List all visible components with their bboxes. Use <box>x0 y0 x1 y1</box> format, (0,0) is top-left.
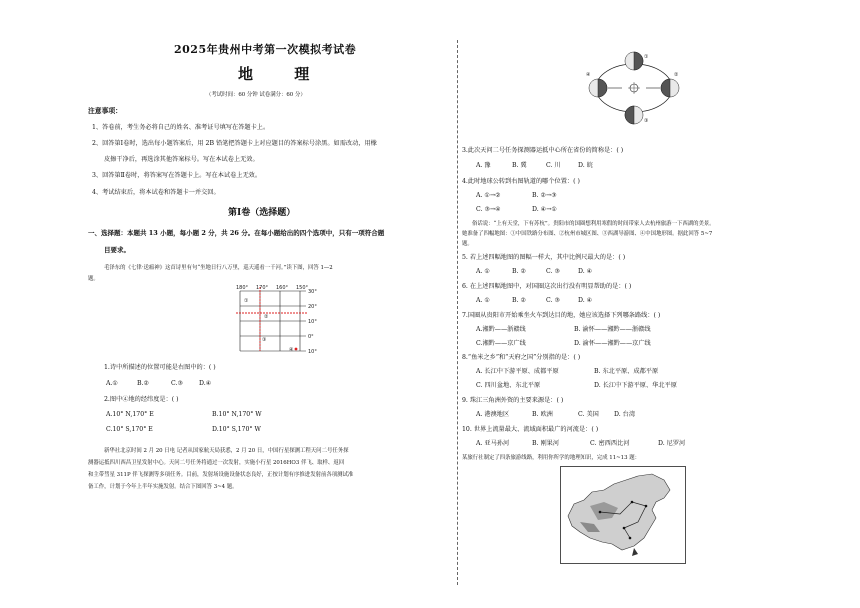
option: D. 渝怀——湘黔——京广线 <box>574 340 651 347</box>
option: A. 豫 <box>476 162 491 169</box>
option: C. ③ <box>546 268 560 275</box>
marker-label: ① <box>244 298 249 304</box>
option: B. ② <box>512 297 527 304</box>
passage-intro: 题。 <box>88 276 99 282</box>
option: C. 川 <box>546 162 561 169</box>
option: A.① <box>106 380 118 387</box>
option: D. 台湾 <box>614 411 636 418</box>
orbit-label: ④ <box>586 72 591 78</box>
notes-heading: 注意事项： <box>88 107 122 115</box>
question-stem: 7.国圈从贵阳市开始乘坐火车到达目的地，她应该选择下列哪条路线：( ) <box>462 312 661 319</box>
option: B. ②→③ <box>532 192 557 199</box>
note-item: 皮擦干净后，再选涂其他答案标号。写在本试卷上无效。 <box>104 156 259 163</box>
question-stem: 2.图中④地的经纬度是：( ) <box>104 396 179 403</box>
lat-label: 20° <box>308 304 317 310</box>
option: A. ①→② <box>476 192 501 199</box>
passage-line: 她准备了四幅地图：①中国铁路分布图、②杭州市城区图、③西湖导游图、④中国地形图。据此回答 5~7 <box>462 231 713 237</box>
option: B. 欧洲 <box>532 411 553 418</box>
option: B. 东北平原、成都平原 <box>594 368 659 375</box>
option: C.10° S,170° E <box>106 426 153 433</box>
option: D. ④ <box>578 297 593 304</box>
question-stem: 4.此时地球公转到右图轨道的哪个位置：( ) <box>462 178 580 185</box>
option: B.② <box>137 380 150 387</box>
passage-line: 和主带彗星 311P 伴飞探测等多项任务。目前，发射场设施设备状态良好，正按计划有序推进发射前各项测试准 <box>88 472 354 478</box>
column-divider <box>457 40 458 585</box>
option: A. ① <box>476 297 490 304</box>
lat-lon-grid-figure <box>234 285 324 355</box>
section-title: 第Ⅰ卷（选择题） <box>228 208 296 218</box>
option: B.10° N,170° W <box>212 411 262 418</box>
option: D.10° S,170° W <box>212 426 261 433</box>
option: A.10° N,170° E <box>106 411 154 418</box>
passage-line: 新华社北京时间 2 月 20 日电 记者从国家航天局获悉，2 月 20 日，中国行星探测工程天问二号任务探 <box>104 448 349 454</box>
lat-label: 30° <box>308 289 317 295</box>
option: B. 刚果河 <box>532 440 560 447</box>
marker-label: ③ <box>262 337 267 343</box>
lat-label: 10° <box>308 349 317 355</box>
option: D. 尼罗河 <box>658 440 686 447</box>
question-stem: 10. 世界上流量最大、流域面积最广的河流是：( ) <box>462 426 599 433</box>
passage-line: 俗话说：“上有天堂，下有苏杭”。贵阳市的国圈想利用寒假的时间带家人去杭州旅游一下西湖的美景。 <box>472 221 715 227</box>
passage-line: 备工作，计划于今年上半年实施发射。结合下图回答 3~4 题。 <box>88 484 238 490</box>
option: A. 港澳地区 <box>476 411 510 418</box>
earth-orbit-figure <box>584 48 684 128</box>
orbit-label: ③ <box>644 118 649 124</box>
option: C.③ <box>171 380 184 387</box>
marker-label: ④ <box>289 347 294 353</box>
note-item: 1、答卷前，考生务必将自己的姓名、准考证号填写在答题卡上。 <box>92 124 270 131</box>
exam-title: 2025年贵州中考第一次模拟考试卷 <box>174 43 357 56</box>
marker-dot <box>295 348 298 351</box>
option: B. ② <box>512 268 527 275</box>
lon-label: 170° <box>256 285 269 291</box>
orbit-label: ② <box>674 72 679 78</box>
option: B. 渝怀——湘黔——浙赣线 <box>574 326 651 333</box>
lon-label: 160° <box>276 285 289 291</box>
option: D. ④→① <box>532 206 557 213</box>
passage-intro: 毛泽东的《七律·送瘟神》这首诗里有句“坐地日行八万里，巡天遥看一千河。”读下图，回答 1—2 <box>104 265 333 271</box>
passage-line: 某旅行社制定了四条旅游线路，利用你所学的地理知识，完成 11~13 题： <box>462 455 640 461</box>
option: D. ④ <box>578 268 593 275</box>
section-instruction: 目要求。 <box>104 246 130 254</box>
note-item: 3、回答第Ⅱ卷时，将答案写在答题卡上。写在本试卷上无效。 <box>92 172 262 179</box>
exam-info: （考试时间：60 分钟 试卷满分：60 分） <box>206 92 306 98</box>
option: B. 冀 <box>512 162 527 169</box>
section-instruction: 一、选择题：本题共 13 小题，每小题 2 分，共 26 分。在每小题给出的四个选项中，只有一项符合题 <box>88 229 385 237</box>
option: A. ① <box>476 268 490 275</box>
marker-label: ② <box>264 314 269 320</box>
china-route-map <box>560 466 686 564</box>
option: C. 美国 <box>578 411 599 418</box>
question-stem: 1.诗中所描述的位置可能是右图中的：( ) <box>104 364 216 371</box>
option: D. 长江中下游平原、华北平原 <box>594 382 677 389</box>
option: C. 密西西比河 <box>590 440 630 447</box>
lat-label: 0° <box>308 334 314 340</box>
question-stem: 9. 珠江三角洲外资的主要来源是：( ) <box>462 397 564 404</box>
question-stem: 3.此次天问二号任务探测器运抵中心所在省份的简称是：( ) <box>462 147 624 154</box>
passage-line: 测器运抵四川西昌卫星发射中心。天问二号任务将通过一次发射，实施小行星 2016HO3 伴飞、取样、返回 <box>88 460 345 466</box>
lat-label: 10° <box>308 319 317 325</box>
lon-label: 150° <box>296 285 309 291</box>
lon-label: 180° <box>236 285 249 291</box>
option: C. ③ <box>546 297 560 304</box>
option: A.湘黔——浙赣线 <box>476 326 526 333</box>
question-stem: 6. 在上述四幅地图中，对国圈这次出行没有明显帮助的是：( ) <box>462 283 632 290</box>
note-item: 4、考试结束后，将本试卷和答题卡一并交回。 <box>92 189 220 196</box>
option: D.④ <box>199 380 212 387</box>
subject-title: 地 理 <box>238 65 328 83</box>
note-item: 2、回答第Ⅰ卷时，选出每小题答案后，用 2B 铅笔把答题卡上对应题目的答案标号涂黑。如需改动，用橡 <box>92 140 377 147</box>
option: C. 四川盆地、东北平原 <box>476 382 541 389</box>
orbit-label: ① <box>644 54 649 60</box>
option: D. 皖 <box>578 162 593 169</box>
question-stem: 8.“鱼米之乡”和“天府之国”分别指的是：( ) <box>462 354 581 361</box>
option: A. 长江中下游平原、成都平原 <box>476 368 559 375</box>
option: C. ③→④ <box>476 206 501 213</box>
option: A. 亚马孙河 <box>476 440 510 447</box>
option: C.湘黔——京广线 <box>476 340 526 347</box>
passage-line: 题。 <box>462 241 473 247</box>
question-stem: 5. 若上述四幅地图的图幅一样大，其中比例尺最大的是：( ) <box>462 254 626 261</box>
